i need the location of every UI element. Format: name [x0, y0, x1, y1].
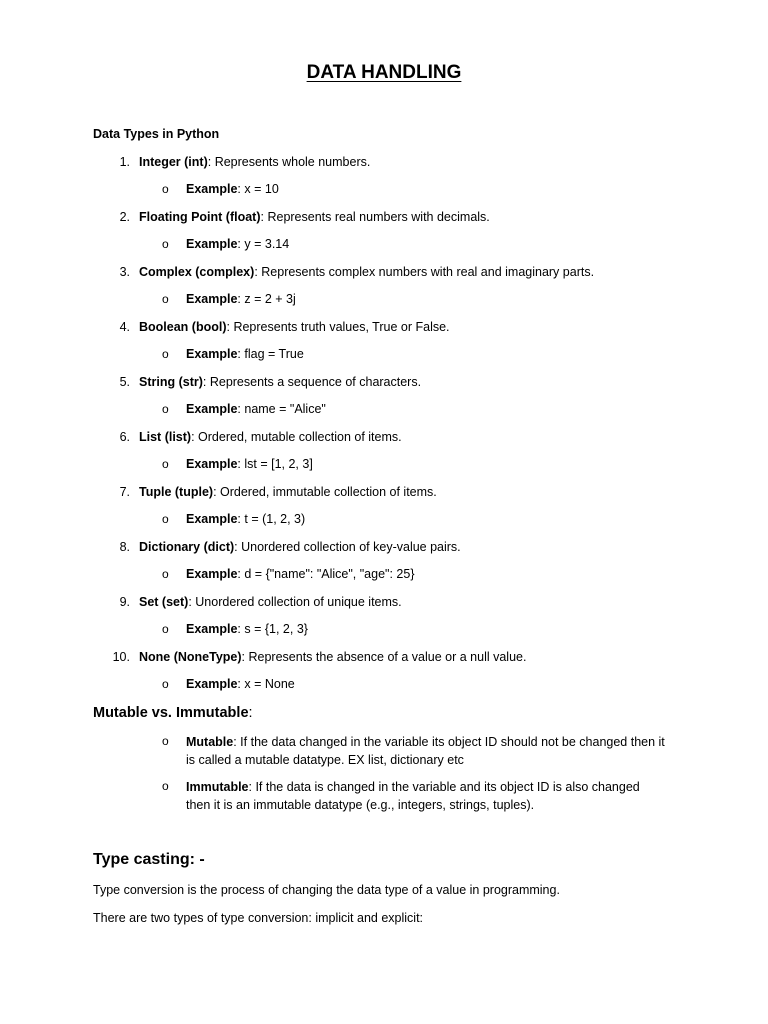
list-item	[139, 155, 370, 169]
item-number: 4.	[119, 320, 130, 334]
example-label: Example	[186, 237, 238, 251]
example-label: Example	[186, 347, 238, 361]
item-number: 5.	[119, 375, 130, 389]
item-description: : Ordered, mutable collection of items.	[191, 430, 402, 444]
page-title: DATA HANDLING	[306, 62, 462, 83]
example-label: Example	[186, 512, 238, 526]
list-item	[139, 540, 461, 554]
bullet-marker: o	[162, 292, 169, 306]
example-line	[186, 347, 304, 361]
list-item	[139, 265, 594, 279]
item-name: String (str)	[139, 375, 203, 389]
item-description: : Represents the absence of a value or a null value.	[241, 650, 527, 664]
list-item	[139, 595, 402, 609]
item-name: Complex (complex)	[139, 265, 255, 279]
example-code: : d = {"name": "Alice", "age": 25}	[237, 567, 415, 581]
list-item	[139, 320, 450, 334]
item-number: 6.	[119, 430, 130, 444]
item-description: : Represents truth values, True or False.	[226, 320, 450, 334]
example-label: Example	[186, 402, 238, 416]
item-number: 1.	[119, 155, 130, 169]
item-number: 10.	[112, 650, 130, 664]
mutable-heading-colon: :	[248, 705, 253, 721]
bullet-marker: o	[162, 347, 169, 361]
item-name: Floating Point (float)	[139, 210, 261, 224]
item-name: Boolean (bool)	[139, 320, 227, 334]
example-code: : t = (1, 2, 3)	[237, 512, 306, 526]
list-item	[139, 485, 437, 499]
bullet-marker: o	[162, 677, 169, 691]
example-line	[186, 402, 326, 416]
mutable-heading	[93, 705, 253, 721]
example-line	[186, 677, 295, 691]
example-line	[186, 292, 296, 306]
item-name: Dictionary (dict)	[139, 540, 235, 554]
paragraph: Type conversion is the process of changing the data type of a value in programming.	[93, 883, 560, 897]
bullet-marker: o	[162, 402, 169, 416]
item-name: List (list)	[139, 430, 192, 444]
list-item	[139, 210, 490, 224]
bullet-marker: o	[162, 567, 169, 581]
example-line	[186, 512, 305, 526]
bullet-marker: o	[162, 457, 169, 471]
item-description: : Unordered collection of unique items.	[188, 595, 402, 609]
item-number: 2.	[119, 210, 130, 224]
item-description: : Ordered, immutable collection of items.	[213, 485, 437, 499]
typecasting-heading: Type casting: -	[93, 851, 205, 868]
point-label: Mutable	[186, 735, 234, 749]
point-label: Immutable	[186, 780, 249, 794]
bullet-marker: o	[162, 182, 169, 196]
item-description: : Represents real numbers with decimals.	[260, 210, 490, 224]
item-name: Set (set)	[139, 595, 189, 609]
item-name: Integer (int)	[139, 155, 208, 169]
example-code: : lst = [1, 2, 3]	[237, 457, 313, 471]
example-line	[186, 567, 415, 581]
list-item	[139, 375, 421, 389]
example-code: : y = 3.14	[237, 237, 290, 251]
example-label: Example	[186, 567, 238, 581]
item-name: Tuple (tuple)	[139, 485, 214, 499]
mutable-heading-text: Mutable vs. Immutable	[93, 705, 249, 721]
example-line	[186, 457, 313, 471]
example-label: Example	[186, 622, 238, 636]
example-code: : x = 10	[237, 182, 279, 196]
list-item	[139, 430, 402, 444]
item-description: : Unordered collection of key-value pairs.	[234, 540, 461, 554]
example-line	[186, 182, 279, 196]
bullet-marker: o	[162, 622, 169, 636]
example-code: : flag = True	[237, 347, 304, 361]
example-label: Example	[186, 677, 238, 691]
point-text: : If the data is changed in the variable and its object ID is also changed then it is an immutable datatype (e.g., integers, strings, tuples).	[186, 780, 640, 812]
example-code: : z = 2 + 3j	[237, 292, 296, 306]
item-description: : Represents whole numbers.	[207, 155, 371, 169]
item-description: : Represents a sequence of characters.	[202, 375, 422, 389]
item-number: 9.	[119, 595, 130, 609]
point-text: : If the data changed in the variable its object ID should not be changed then it is called a mutable datatype. EX list, dictionary etc	[186, 735, 665, 767]
item-number: 3.	[119, 265, 130, 279]
example-line	[186, 622, 308, 636]
bullet-marker: o	[162, 779, 169, 793]
bullet-marker: o	[162, 512, 169, 526]
item-name: None (NoneType)	[139, 650, 242, 664]
item-number: 8.	[119, 540, 130, 554]
example-label: Example	[186, 292, 238, 306]
bullet-marker: o	[162, 237, 169, 251]
example-label: Example	[186, 182, 238, 196]
example-code: : name = "Alice"	[237, 402, 326, 416]
bullet-marker: o	[162, 734, 169, 748]
mutable-point	[186, 733, 666, 769]
item-number: 7.	[119, 485, 130, 499]
datatypes-heading: Data Types in Python	[93, 127, 220, 141]
paragraph: There are two types of type conversion: implicit and explicit:	[93, 911, 424, 925]
list-item	[139, 650, 526, 664]
immutable-point	[186, 778, 666, 814]
example-code: : s = {1, 2, 3}	[237, 622, 308, 636]
item-description: : Represents complex numbers with real and imaginary parts.	[254, 265, 595, 279]
example-line	[186, 237, 289, 251]
example-code: : x = None	[237, 677, 295, 691]
example-label: Example	[186, 457, 238, 471]
